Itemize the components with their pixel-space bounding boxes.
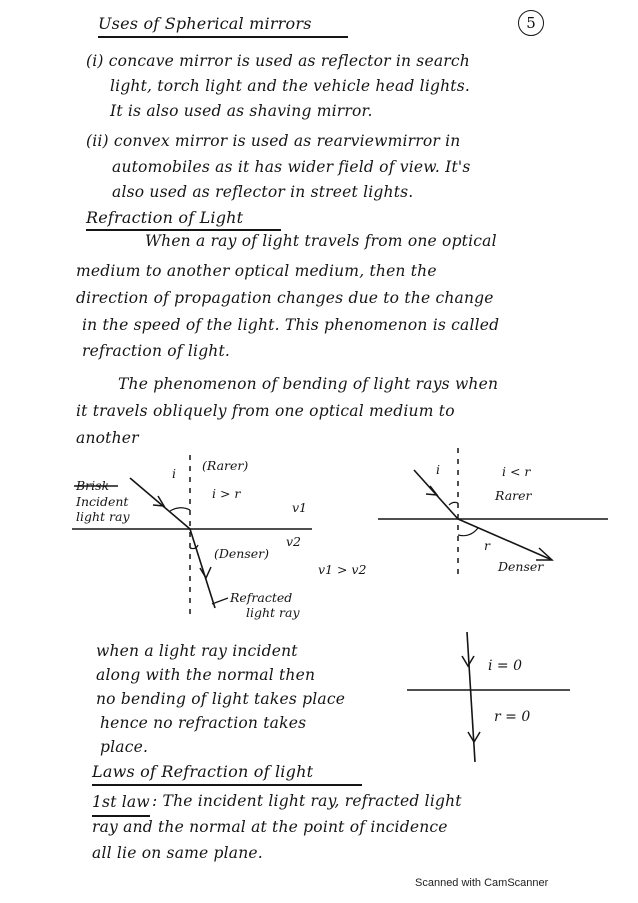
heading-refraction-of-light: Refraction of Light xyxy=(86,208,244,227)
normal-case-line-4: hence no refraction takes xyxy=(100,714,307,732)
concave-line-2: light, torch light and the vehicle head lights. xyxy=(110,77,471,95)
definition-line-4: in the speed of the light. This phenomenon is called xyxy=(82,316,500,334)
label-i-equals-0: i = 0 xyxy=(488,658,523,674)
definition-line-5: refraction of light. xyxy=(82,342,231,360)
label-refracted-1: Refracted xyxy=(230,590,293,605)
heading-laws-of-refraction: Laws of Refraction of light xyxy=(92,762,314,781)
label-rarer: (Rarer) xyxy=(202,458,249,473)
bending-line-1: The phenomenon of bending of light rays when xyxy=(118,375,499,393)
law1-line-3: all lie on same plane. xyxy=(92,844,263,862)
label-r-equals-0: r = 0 xyxy=(494,709,531,725)
normal-case-line-5: place. xyxy=(100,738,149,756)
label-v1: v1 xyxy=(292,500,308,515)
normal-case-line-3: no bending of light takes place xyxy=(96,690,346,708)
scanner-watermark: Scanned with CamScanner xyxy=(415,877,549,889)
label-v1-gt-v2: v1 > v2 xyxy=(318,562,367,577)
concave-line-3: It is also used as shaving mirror. xyxy=(110,102,373,120)
definition-line-2: medium to another optical medium, then the xyxy=(76,262,437,280)
label-struck-word: Brisk xyxy=(76,478,110,493)
concave-line-1: (i) concave mirror is used as reflector in search xyxy=(86,52,470,70)
label-denser: Denser xyxy=(498,559,544,574)
label-incident-2: light ray xyxy=(76,509,130,524)
law1-line-2: ray and the normal at the point of incidence xyxy=(92,818,448,836)
law1-label: 1st law xyxy=(92,793,150,811)
label-incident-1: Incident xyxy=(76,494,129,509)
convex-line-3: also used as reflector in street lights. xyxy=(112,183,414,201)
page-number: 5 xyxy=(518,10,544,36)
label-i: i xyxy=(172,466,176,481)
law1-line-1: : The incident light ray, refracted light xyxy=(152,792,462,810)
definition-line-3: direction of propagation changes due to the change xyxy=(76,289,494,307)
label-i-gt-r: i > r xyxy=(212,486,241,501)
heading-underline xyxy=(92,784,362,786)
convex-line-2: automobiles as it has wider field of view. It's xyxy=(112,158,471,176)
heading-uses-of-spherical-mirrors: Uses of Spherical mirrors xyxy=(98,14,312,33)
normal-case-line-2: along with the normal then xyxy=(96,666,316,684)
label-rarer: Rarer xyxy=(495,488,532,503)
label-i: i xyxy=(436,462,440,477)
label-r: r xyxy=(484,538,490,553)
bending-line-2: it travels obliquely from one optical medium to xyxy=(76,402,455,420)
law1-label-underline xyxy=(92,815,150,817)
convex-line-1: (ii) convex mirror is used as rearviewmirror in xyxy=(86,132,461,150)
normal-case-line-1: when a light ray incident xyxy=(96,642,298,660)
label-refracted-2: light ray xyxy=(246,605,300,620)
label-denser: (Denser) xyxy=(214,546,270,561)
definition-line-1: When a ray of light travels from one optical xyxy=(145,232,497,250)
label-i-lt-r: i < r xyxy=(502,464,531,479)
bending-line-3: another xyxy=(76,429,139,447)
label-v2: v2 xyxy=(286,534,302,549)
